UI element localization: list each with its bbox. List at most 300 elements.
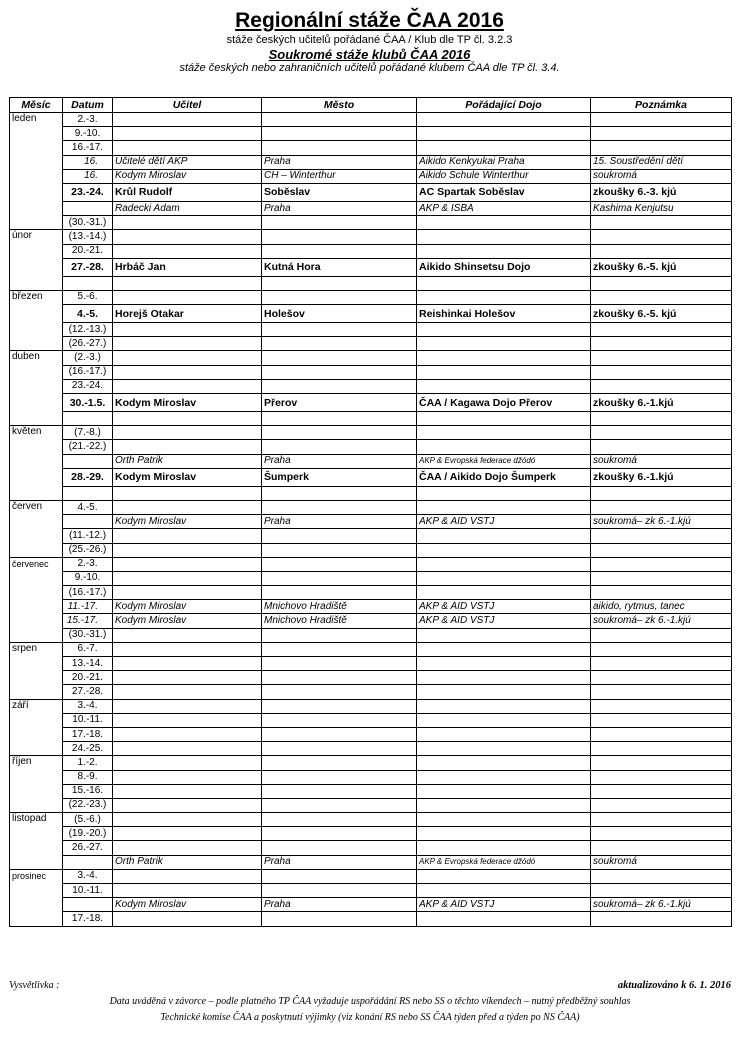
note-cell [591,586,732,600]
date-cell: 23.-24. [63,183,113,201]
note-cell [591,756,732,770]
teacher-cell [113,628,262,642]
date-cell: 16.-17. [63,141,113,155]
city-cell [262,113,417,127]
date-cell: 16. [63,155,113,169]
footer-note-line-1: Data uváděná v závorce – podle platného TP ČAA vyžaduje uspořádání RS nebo SS o těchto víkendech – nutný předběžný souhlas [109,996,631,1007]
teacher-cell [113,412,262,426]
table-row [10,440,732,454]
note-cell [591,912,732,926]
date-cell: 27.-28. [63,258,113,276]
table-row [10,216,732,230]
date-cell: 4.-5. [63,500,113,514]
teacher-cell [113,141,262,155]
city-cell [262,869,417,883]
dojo-cell: AKP & Evropská federace džódó [417,855,591,869]
city-cell: Praha [262,201,417,215]
city-cell [262,276,417,290]
date-cell: (13.-14.) [63,230,113,244]
table-row [10,258,732,276]
dojo-cell [417,628,591,642]
city-cell [262,657,417,671]
month-cell: březen [10,290,63,351]
dojo-cell [417,365,591,379]
date-cell: 24.-25. [63,742,113,756]
city-cell [262,440,417,454]
note-cell: soukromá– zk 6.-1.kjú [591,515,732,529]
table-row [10,784,732,798]
teacher-cell [113,912,262,926]
month-cell: prosinec [10,869,63,926]
city-cell [262,798,417,812]
table-row [10,486,732,500]
teacher-cell [113,884,262,898]
date-cell: 6.-7. [63,642,113,656]
city-cell: Mnichovo Hradiště [262,614,417,628]
city-cell [262,770,417,784]
date-cell: 15.-17. [63,614,113,628]
dojo-cell [417,244,591,258]
city-cell [262,557,417,571]
note-cell [591,276,732,290]
schedule-table [9,97,732,927]
city-cell [262,529,417,543]
page-subtitle-2: stáže českých nebo zahraničních učitelů pořádané klubem ČAA dle TP čl. 3.4. [179,62,560,74]
month-cell: květen [10,426,63,501]
teacher-cell [113,543,262,557]
date-cell: (16.-17.) [63,586,113,600]
teacher-cell [113,685,262,699]
date-cell: 2.-3. [63,557,113,571]
table-row [10,742,732,756]
note-cell [591,727,732,741]
teacher-cell: Horejš Otakar [113,305,262,323]
city-cell [262,742,417,756]
month-cell: duben [10,351,63,426]
city-cell [262,230,417,244]
teacher-cell: Kodym Miroslav [113,468,262,486]
date-cell: (25.-26.) [63,543,113,557]
dojo-cell [417,127,591,141]
date-cell: 11.-17. [63,600,113,614]
date-cell: (16.-17.) [63,365,113,379]
teacher-cell [113,841,262,855]
month-cell: listopad [10,813,63,870]
table-row [10,855,732,869]
city-cell [262,426,417,440]
dojo-cell [417,337,591,351]
note-cell: soukromá– zk 6.-1.kjú [591,898,732,912]
table-row [10,351,732,365]
city-cell [262,841,417,855]
table-row [10,557,732,571]
note-cell [591,884,732,898]
table-row [10,798,732,812]
city-cell [262,671,417,685]
date-cell: 17.-18. [63,912,113,926]
teacher-cell: Kodym Miroslav [113,394,262,412]
teacher-cell [113,756,262,770]
dojo-cell [417,216,591,230]
dojo-cell: Aikido Kenkyukai Praha [417,155,591,169]
note-cell [591,290,732,304]
table-row [10,727,732,741]
table-row [10,276,732,290]
date-cell: 30.-1.5. [63,394,113,412]
dojo-cell [417,841,591,855]
dojo-cell [417,379,591,393]
note-cell [591,657,732,671]
city-cell [262,500,417,514]
city-cell: Praha [262,515,417,529]
dojo-cell: AKP & Evropská federace džódó [417,454,591,468]
column-header-date: Datum [63,98,113,113]
note-cell [591,141,732,155]
teacher-cell [113,323,262,337]
city-cell: Praha [262,898,417,912]
date-cell: 1.-2. [63,756,113,770]
table-row [10,543,732,557]
note-cell [591,543,732,557]
note-cell: soukromá [591,855,732,869]
note-cell [591,244,732,258]
note-cell [591,337,732,351]
updated-date: aktualizováno k 6. 1. 2016 [617,980,731,991]
note-cell [591,426,732,440]
note-cell [591,557,732,571]
city-cell [262,290,417,304]
teacher-cell: Kodym Miroslav [113,898,262,912]
dojo-cell [417,529,591,543]
note-cell [591,685,732,699]
city-cell [262,699,417,713]
dojo-cell [417,642,591,656]
date-cell: (21.-22.) [63,440,113,454]
teacher-cell [113,713,262,727]
date-cell: (12.-13.) [63,323,113,337]
note-cell [591,784,732,798]
dojo-cell [417,571,591,585]
date-cell: 10.-11. [63,884,113,898]
footer-note-line-2: Technické komise ČAA a poskytnutí výjimky (viz konání RS nebo SS ČAA týden před a týden po NS ČAA) [160,1012,580,1023]
date-cell: 26.-27. [63,841,113,855]
date-cell: (30.-31.) [63,216,113,230]
city-cell: Přerov [262,394,417,412]
date-cell [63,454,113,468]
table-row [10,614,732,628]
table-row [10,113,732,127]
dojo-cell: AKP & AID VSTJ [417,515,591,529]
teacher-cell [113,127,262,141]
teacher-cell [113,500,262,514]
table-row [10,183,732,201]
teacher-cell [113,727,262,741]
dojo-cell [417,290,591,304]
note-cell [591,742,732,756]
note-cell [591,713,732,727]
city-cell [262,784,417,798]
city-cell [262,912,417,926]
date-cell [63,486,113,500]
column-header-month: Měsíc [10,98,63,113]
note-cell [591,379,732,393]
note-cell [591,365,732,379]
date-cell: (5.-6.) [63,813,113,827]
city-cell [262,884,417,898]
table-row [10,884,732,898]
teacher-cell [113,486,262,500]
note-cell: zkoušky 6.-3. kjú [591,183,732,201]
city-cell [262,756,417,770]
table-row [10,468,732,486]
date-cell: (30.-31.) [63,628,113,642]
table-row [10,657,732,671]
dojo-cell [417,500,591,514]
note-cell [591,869,732,883]
teacher-cell [113,699,262,713]
teacher-cell [113,379,262,393]
date-cell [63,276,113,290]
dojo-cell: ČAA / Kagawa Dojo Přerov [417,394,591,412]
date-cell [63,855,113,869]
date-cell: (19.-20.) [63,827,113,841]
dojo-cell [417,351,591,365]
column-header-city: Město [262,98,417,113]
note-cell: zkoušky 6.-1.kjú [591,468,732,486]
teacher-cell [113,276,262,290]
table-row [10,827,732,841]
dojo-cell: AKP & AID VSTJ [417,898,591,912]
city-cell [262,628,417,642]
dojo-cell [417,113,591,127]
teacher-cell [113,813,262,827]
date-cell [63,412,113,426]
teacher-cell [113,571,262,585]
note-cell [591,628,732,642]
date-cell: 27.-28. [63,685,113,699]
date-cell: 9.-10. [63,571,113,585]
dojo-cell [417,426,591,440]
table-row [10,699,732,713]
teacher-cell: Kodym Miroslav [113,600,262,614]
month-cell: únor [10,230,63,291]
date-cell: 9.-10. [63,127,113,141]
table-row [10,305,732,323]
note-cell [591,412,732,426]
table-row [10,813,732,827]
dojo-cell [417,323,591,337]
table-row [10,869,732,883]
dojo-cell [417,141,591,155]
table-row [10,898,732,912]
dojo-cell [417,827,591,841]
dojo-cell: AC Spartak Soběslav [417,183,591,201]
dojo-cell [417,912,591,926]
teacher-cell [113,869,262,883]
note-cell [591,230,732,244]
city-cell [262,141,417,155]
dojo-cell [417,798,591,812]
dojo-cell: AKP & AID VSTJ [417,614,591,628]
table-row [10,155,732,169]
schedule-body [10,113,732,927]
dojo-cell: AKP & AID VSTJ [417,600,591,614]
city-cell [262,323,417,337]
note-cell [591,827,732,841]
teacher-cell [113,440,262,454]
table-row [10,671,732,685]
table-row [10,756,732,770]
column-header-dojo: Pořádající Dojo [417,98,591,113]
city-cell: Praha [262,855,417,869]
city-cell: Kutná Hora [262,258,417,276]
date-cell: 23.-24. [63,379,113,393]
table-row [10,365,732,379]
dojo-cell [417,699,591,713]
month-cell: září [10,699,63,756]
dojo-cell [417,770,591,784]
note-cell: soukromá– zk 6.-1.kjú [591,614,732,628]
table-row [10,841,732,855]
note-cell [591,571,732,585]
table-row [10,628,732,642]
table-header-row [10,98,732,113]
table-row [10,394,732,412]
dojo-cell [417,756,591,770]
date-cell: 8.-9. [63,770,113,784]
city-cell [262,379,417,393]
teacher-cell [113,351,262,365]
teacher-cell: Kodym Miroslav [113,515,262,529]
date-cell: 28.-29. [63,468,113,486]
date-cell: (22.-23.) [63,798,113,812]
city-cell [262,727,417,741]
teacher-cell [113,113,262,127]
note-cell: zkoušky 6.-5. kjú [591,305,732,323]
teacher-cell [113,657,262,671]
teacher-cell: Kodym Miroslav [113,614,262,628]
table-row [10,500,732,514]
city-cell [262,486,417,500]
city-cell [262,543,417,557]
dojo-cell [417,543,591,557]
date-cell: (11.-12.) [63,529,113,543]
legend-label: Vysvětlivka : [9,980,60,991]
date-cell: 3.-4. [63,699,113,713]
table-row [10,379,732,393]
date-cell: (26.-27.) [63,337,113,351]
note-cell: soukromá [591,454,732,468]
column-header-note: Poznámka [591,98,732,113]
teacher-cell: Orth Patrik [113,454,262,468]
teacher-cell [113,784,262,798]
teacher-cell [113,557,262,571]
date-cell [63,201,113,215]
dojo-cell [417,713,591,727]
note-cell: Kashima Kenjutsu [591,201,732,215]
city-cell [262,244,417,258]
note-cell [591,127,732,141]
date-cell: 15.-16. [63,784,113,798]
teacher-cell [113,798,262,812]
table-row [10,642,732,656]
teacher-cell: Krůl Rudolf [113,183,262,201]
teacher-cell [113,365,262,379]
table-row [10,127,732,141]
dojo-cell [417,813,591,827]
table-row [10,770,732,784]
dojo-cell: Reishinkai Holešov [417,305,591,323]
teacher-cell [113,426,262,440]
city-cell [262,586,417,600]
dojo-cell [417,412,591,426]
teacher-cell [113,642,262,656]
city-cell [262,713,417,727]
city-cell [262,571,417,585]
note-cell: soukromá [591,169,732,183]
dojo-cell: Aikido Schule Winterthur [417,169,591,183]
table-row [10,586,732,600]
month-cell: leden [10,113,63,230]
note-cell [591,798,732,812]
note-cell [591,529,732,543]
dojo-cell [417,440,591,454]
note-cell [591,699,732,713]
note-cell [591,216,732,230]
city-cell [262,827,417,841]
note-cell [591,813,732,827]
city-cell: Šumperk [262,468,417,486]
note-cell [591,642,732,656]
dojo-cell [417,685,591,699]
city-cell [262,351,417,365]
dojo-cell [417,784,591,798]
teacher-cell [113,586,262,600]
table-row [10,426,732,440]
city-cell [262,337,417,351]
date-cell: 20.-21. [63,671,113,685]
teacher-cell [113,742,262,756]
month-cell: srpen [10,642,63,699]
city-cell: Praha [262,155,417,169]
dojo-cell [417,869,591,883]
city-cell [262,642,417,656]
dojo-cell: ČAA / Aikido Dojo Šumperk [417,468,591,486]
page-subtitle-1: stáže českých učitelů pořádané ČAA / Klub dle TP čl. 3.2.3 [226,34,513,46]
date-cell: 13.-14. [63,657,113,671]
note-cell [591,500,732,514]
table-row [10,290,732,304]
teacher-cell [113,244,262,258]
dojo-cell: AKP & ISBA [417,201,591,215]
table-row [10,169,732,183]
note-cell: 15. Soustředění dětí [591,155,732,169]
note-cell [591,770,732,784]
teacher-cell: Učitelé dětí AKP [113,155,262,169]
city-cell: Soběslav [262,183,417,201]
date-cell: 17.-18. [63,727,113,741]
date-cell: (7.-8.) [63,426,113,440]
date-cell: 3.-4. [63,869,113,883]
month-cell: červen [10,500,63,557]
teacher-cell [113,230,262,244]
city-cell [262,685,417,699]
table-row [10,454,732,468]
page-title: Regionální stáže ČAA 2016 [235,9,504,32]
page-title-2: Soukromé stáže klubů ČAA 2016 [268,47,471,62]
city-cell [262,412,417,426]
teacher-cell: Hrbáč Jan [113,258,262,276]
